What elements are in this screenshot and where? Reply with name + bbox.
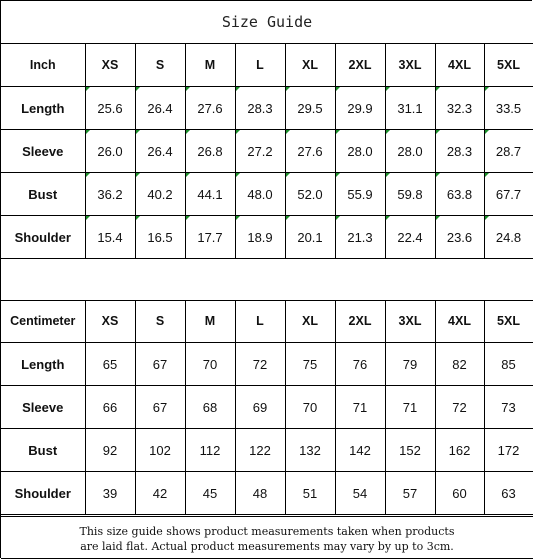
table-row [1, 343, 533, 386]
measurement-value: 82 [435, 343, 484, 386]
table-row [1, 130, 533, 173]
size-header-cell: XS [85, 300, 135, 343]
size-header-cell: 4XL [435, 44, 484, 87]
measurement-value: 28.0 [385, 130, 435, 173]
measurement-value: 26.4 [135, 130, 185, 173]
measurement-value: 27.6 [185, 87, 235, 130]
measurement-value: 70 [285, 386, 335, 429]
measurement-value: 31.1 [385, 87, 435, 130]
measurement-value: 26.4 [135, 87, 185, 130]
size-header-cell: XS [85, 44, 135, 87]
measurement-value: 25.6 [85, 87, 135, 130]
centimeter-size-table [1, 300, 533, 515]
table-row [1, 173, 533, 216]
measurement-value: 22.4 [385, 216, 435, 259]
measurement-label: Bust [1, 173, 85, 216]
measurement-value: 71 [385, 386, 435, 429]
measurement-value: 73 [484, 386, 533, 429]
measurement-value: 63.8 [435, 173, 484, 216]
measurement-value: 92 [85, 429, 135, 472]
measurement-value: 27.2 [235, 130, 285, 173]
measurement-value: 60 [435, 472, 484, 515]
table-row [1, 429, 533, 472]
size-header-cell: M [185, 44, 235, 87]
size-header-cell: L [235, 300, 285, 343]
measurement-value: 52.0 [285, 173, 335, 216]
measurement-value: 132 [285, 429, 335, 472]
size-header-cell: 3XL [385, 44, 435, 87]
measurement-label: Shoulder [1, 216, 85, 259]
measurement-value: 65 [85, 343, 135, 386]
size-header-cell: S [135, 44, 185, 87]
table-row [1, 87, 533, 130]
measurement-value: 15.4 [85, 216, 135, 259]
measurement-value: 51 [285, 472, 335, 515]
measurement-value: 20.1 [285, 216, 335, 259]
measurement-value: 68 [185, 386, 235, 429]
size-header-cell: 5XL [484, 44, 533, 87]
measurement-value: 122 [235, 429, 285, 472]
measurement-value: 102 [135, 429, 185, 472]
measurement-label: Sleeve [1, 130, 85, 173]
measurement-value: 67 [135, 343, 185, 386]
measurement-value: 152 [385, 429, 435, 472]
measurement-value: 39 [85, 472, 135, 515]
table-row [1, 386, 533, 429]
measurement-label: Bust [1, 429, 85, 472]
measurement-value: 28.3 [235, 87, 285, 130]
measurement-value: 29.9 [335, 87, 385, 130]
measurement-value: 112 [185, 429, 235, 472]
measurement-value: 59.8 [385, 173, 435, 216]
size-header-cell: L [235, 44, 285, 87]
inch-size-table [1, 44, 533, 259]
measurement-value: 71 [335, 386, 385, 429]
size-header-cell: XL [285, 300, 335, 343]
table-spacer [1, 259, 533, 301]
measurement-value: 17.7 [185, 216, 235, 259]
measurement-value: 57 [385, 472, 435, 515]
measurement-value: 36.2 [85, 173, 135, 216]
size-header-cell: 2XL [335, 300, 385, 343]
measurement-value: 142 [335, 429, 385, 472]
size-header-cell: XL [285, 44, 335, 87]
note-line-2: are laid flat. Actual product measurements may vary by up to 3cm. [80, 540, 454, 553]
measurement-value: 48 [235, 472, 285, 515]
measurement-value: 27.6 [285, 130, 335, 173]
measurement-value: 85 [484, 343, 533, 386]
measurement-value: 79 [385, 343, 435, 386]
measurement-value: 29.5 [285, 87, 335, 130]
measurement-value: 72 [235, 343, 285, 386]
table-row [1, 216, 533, 259]
measurement-value: 26.0 [85, 130, 135, 173]
measurement-label: Shoulder [1, 472, 85, 515]
size-header-cell: S [135, 300, 185, 343]
measurement-value: 32.3 [435, 87, 484, 130]
measurement-label: Length [1, 343, 85, 386]
measurement-value: 67.7 [484, 173, 533, 216]
measurement-value: 28.3 [435, 130, 484, 173]
measurement-label: Sleeve [1, 386, 85, 429]
measurement-value: 44.1 [185, 173, 235, 216]
measurement-value: 63 [484, 472, 533, 515]
measurement-note [1, 516, 533, 559]
measurement-value: 54 [335, 472, 385, 515]
unit-header-cell: Inch [1, 44, 85, 87]
measurement-value: 26.8 [185, 130, 235, 173]
measurement-value: 55.9 [335, 173, 385, 216]
table-row [1, 472, 533, 515]
measurement-value: 40.2 [135, 173, 185, 216]
measurement-value: 42 [135, 472, 185, 515]
note-line-1: This size guide shows product measurements taken when products [79, 525, 455, 538]
measurement-value: 70 [185, 343, 235, 386]
measurement-value: 24.8 [484, 216, 533, 259]
size-header-cell: 2XL [335, 44, 385, 87]
measurement-value: 162 [435, 429, 484, 472]
unit-header-cell: Centimeter [1, 300, 85, 343]
measurement-value: 72 [435, 386, 484, 429]
measurement-value: 172 [484, 429, 533, 472]
size-header-cell: 5XL [484, 300, 533, 343]
measurement-value: 45 [185, 472, 235, 515]
size-header-cell: M [185, 300, 235, 343]
measurement-value: 48.0 [235, 173, 285, 216]
measurement-value: 21.3 [335, 216, 385, 259]
table-header-row [1, 300, 533, 343]
measurement-label: Length [1, 87, 85, 130]
measurement-value: 33.5 [484, 87, 533, 130]
measurement-value: 66 [85, 386, 135, 429]
page-title: Size Guide [1, 1, 533, 44]
measurement-value: 67 [135, 386, 185, 429]
measurement-value: 28.7 [484, 130, 533, 173]
measurement-value: 28.0 [335, 130, 385, 173]
measurement-value: 16.5 [135, 216, 185, 259]
table-header-row [1, 44, 533, 87]
measurement-value: 76 [335, 343, 385, 386]
measurement-value: 23.6 [435, 216, 484, 259]
measurement-value: 75 [285, 343, 335, 386]
measurement-value: 69 [235, 386, 285, 429]
measurement-value: 18.9 [235, 216, 285, 259]
size-header-cell: 3XL [385, 300, 435, 343]
size-header-cell: 4XL [435, 300, 484, 343]
